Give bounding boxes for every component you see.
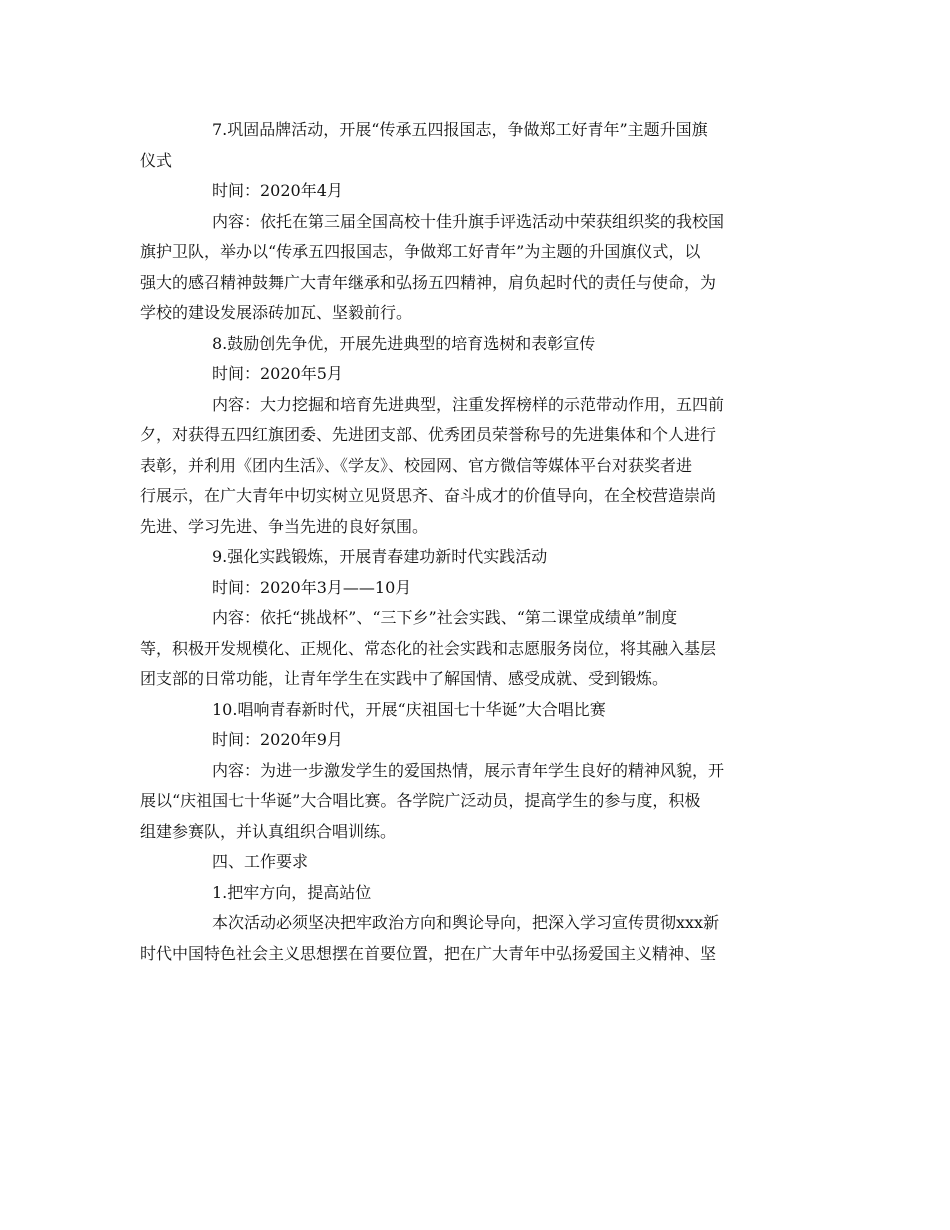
section-heading-10: 10.唱响青春新时代，开展“庆祖国七十华诞”大合唱比赛 (212, 699, 606, 719)
subheading-1: 1.把牢方向，提高站位 (212, 882, 372, 902)
content-paragraph-10-line-1: 内容：为进一步激发学生的爱国热情，展示青年学生良好的精神风貌，开 (212, 760, 725, 780)
content-paragraph-10-line-3: 组建参赛队，并认真组织合唱训练。 (140, 821, 397, 841)
time-line-8: 时间：2020年5月 (212, 364, 343, 383)
content-paragraph-9-line-1: 内容：依托“挑战杯”、“三下乡”社会实践、“第二课堂成绩单”制度 (212, 608, 678, 627)
content-paragraph-8-line-3: 表彰，并利用《团内生活》、《学友》、校园网、官方微信等媒体平台对获奖者进 (140, 455, 693, 475)
content-paragraph-8-line-1: 内容：大力挖掘和培育先进典型，注重发挥榜样的示范带动作用，五四前 (212, 394, 725, 414)
content-paragraph-7-line-1: 内容：依托在第三届全国高校十佳升旗手评选活动中荣获组织奖的我校国 (212, 211, 725, 231)
section-heading-8: 8.鼓励创先争优，开展先进典型的培育选树和表彰宣传 (212, 333, 596, 353)
requirements-paragraph-line-1: 本次活动必须坚决把牢政治方向和舆论导向，把深入学习宣传贯彻xxx新 (212, 913, 720, 932)
content-paragraph-7-line-3: 强大的感召精神鼓舞广大青年继承和弘扬五四精神，肩负起时代的责任与使命，为 (140, 272, 717, 292)
content-paragraph-8-line-2: 夕，对获得五四红旗团委、先进团支部、优秀团员荣誉称号的先进集体和个人进行 (140, 425, 717, 444)
content-paragraph-9-line-3: 团支部的日常功能，让青年学生在实践中了解国情、感受成就、受到锻炼。 (140, 669, 669, 688)
time-line-7: 时间：2020年4月 (212, 181, 343, 200)
section-heading-7-continued: 仪式 (140, 150, 173, 170)
requirements-paragraph-line-2: 时代中国特色社会主义思想摆在首要位置，把在广大青年中弘扬爱国主义精神、坚 (140, 943, 717, 963)
content-paragraph-8-line-4: 行展示，在广大青年中切实树立见贤思齐、奋斗成才的价值导向，在全校营造崇尚 (140, 486, 717, 505)
time-line-10: 时间：2020年9月 (212, 730, 343, 749)
document-body (140, 115, 812, 969)
content-paragraph-7-line-4: 学校的建设发展添砖加瓦、坚毅前行。 (140, 303, 413, 322)
content-paragraph-9-line-2: 等，积极开发规模化、正规化、常态化的社会实践和志愿服务岗位，将其融入基层 (140, 638, 717, 658)
section-heading-9: 9.强化实践锻炼，开展青春建功新时代实践活动 (212, 547, 548, 566)
content-paragraph-10-line-2: 展以“庆祖国七十华诞”大合唱比赛。各学院广泛动员，提高学生的参与度，积极 (140, 791, 701, 810)
section-heading-7: 7.巩固品牌活动，开展“传承五四报国志，争做郑工好青年”主题升国旗 (212, 120, 708, 139)
time-line-9: 时间：2020年3月——10月 (212, 577, 412, 597)
content-paragraph-7-line-2: 旗护卫队，举办以“传承五四报国志，争做郑工好青年”为主题的升国旗仪式，以 (140, 242, 701, 261)
content-paragraph-8-line-5: 先进、学习先进、争当先进的良好氛围。 (140, 516, 429, 536)
section-heading-work-requirements: 四、工作要求 (212, 852, 309, 871)
